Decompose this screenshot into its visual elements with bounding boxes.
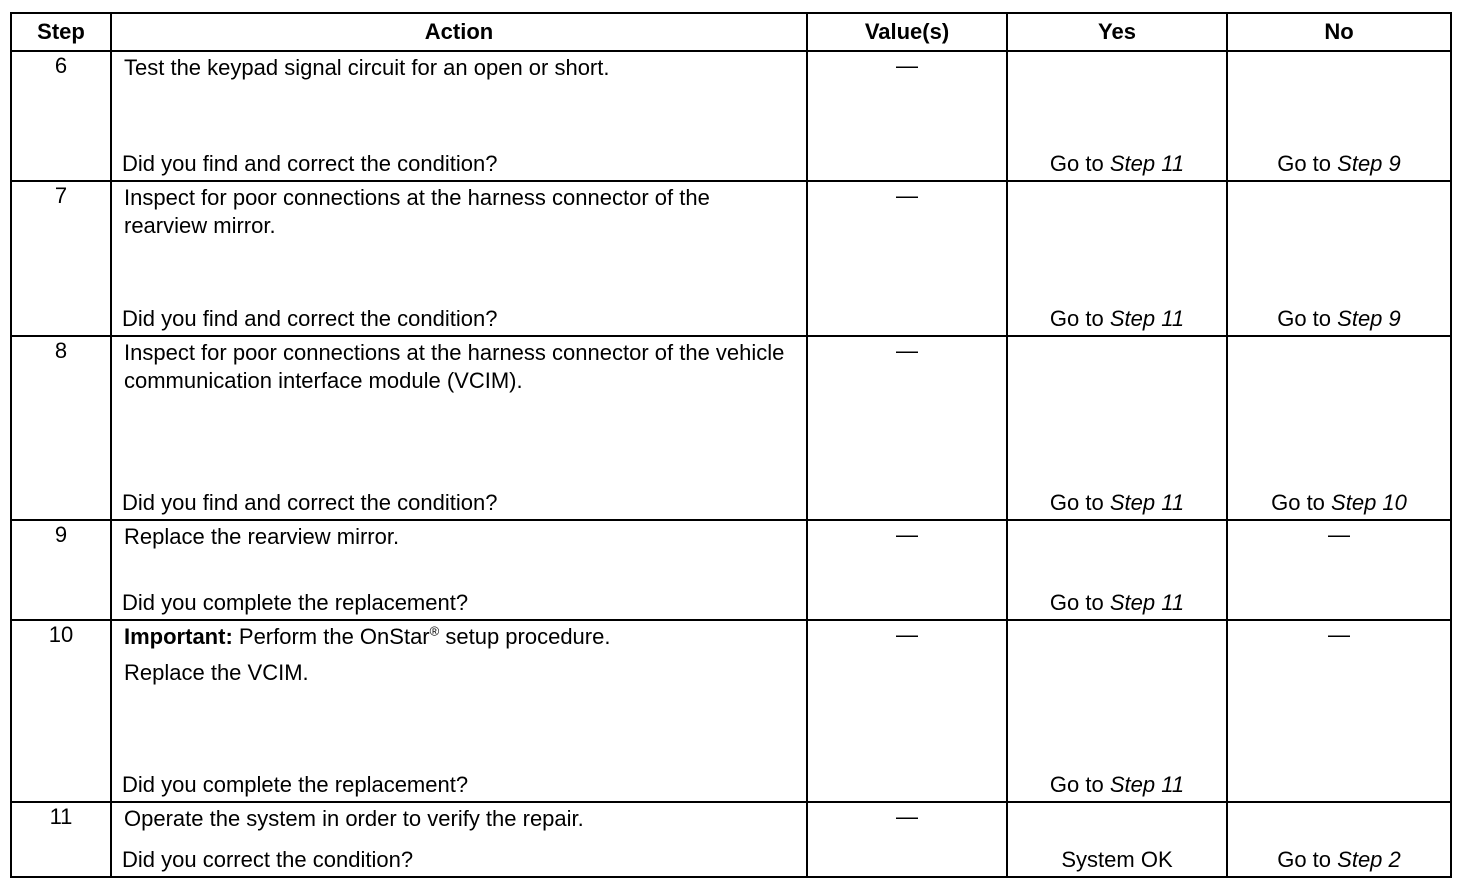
yes-prefix: Go to xyxy=(1049,772,1104,797)
action-question: Did you find and correct the condition? xyxy=(122,306,498,331)
step-number: 8 xyxy=(11,336,111,520)
action-cell xyxy=(111,336,807,520)
no-cell xyxy=(1227,181,1451,336)
header-action: Action xyxy=(111,13,807,51)
step-number: 10 xyxy=(11,620,111,802)
step-number: 11 xyxy=(11,802,111,877)
yes-cell xyxy=(1007,620,1227,802)
action-text: Test the keypad signal circuit for an open or short. xyxy=(124,55,610,80)
yes-cell xyxy=(1007,51,1227,181)
action-text: Replace the rearview mirror. xyxy=(124,524,400,549)
value-cell: — xyxy=(807,181,1007,336)
no-cell xyxy=(1227,802,1451,877)
action-question: Did you complete the replacement? xyxy=(122,772,469,797)
no-step-ref: Step 9 xyxy=(1337,306,1401,331)
action-cell xyxy=(111,620,807,802)
yes-cell xyxy=(1007,802,1227,877)
step-number: 7 xyxy=(11,181,111,336)
yes-cell xyxy=(1007,520,1227,620)
no-cell: — xyxy=(1227,620,1451,802)
table-row xyxy=(11,336,1451,520)
step-number: 6 xyxy=(11,51,111,181)
yes-cell xyxy=(1007,181,1227,336)
value-cell: — xyxy=(807,620,1007,802)
header-values: Value(s) xyxy=(807,13,1007,51)
important-text-post: setup procedure. xyxy=(445,624,611,649)
yes-step-ref: Step 11 xyxy=(1109,772,1185,797)
action-question: Did you complete the replacement? xyxy=(122,590,469,615)
action-text: Inspect for poor connections at the harness connector of the rearview mirror. xyxy=(124,185,710,238)
important-note xyxy=(124,623,796,651)
table-row xyxy=(11,51,1451,181)
no-step-ref: Step 2 xyxy=(1337,847,1401,872)
important-text-pre: Perform the OnStar xyxy=(238,624,430,649)
step-number: 9 xyxy=(11,520,111,620)
table-row xyxy=(11,520,1451,620)
yes-prefix: Go to xyxy=(1049,590,1104,615)
action-question: Did you find and correct the condition? xyxy=(122,490,498,515)
action-text: Operate the system in order to verify the repair. xyxy=(124,806,584,831)
table-header-row xyxy=(11,13,1451,51)
no-cell xyxy=(1227,336,1451,520)
value-cell: — xyxy=(807,520,1007,620)
yes-step-ref: Step 11 xyxy=(1109,306,1185,331)
no-step-ref: Step 9 xyxy=(1337,151,1401,176)
action-cell xyxy=(111,520,807,620)
header-step: Step xyxy=(11,13,111,51)
diagnostic-table xyxy=(10,12,1452,878)
important-label: Important: xyxy=(124,624,233,649)
action-cell xyxy=(111,51,807,181)
action-question: Did you correct the condition? xyxy=(122,847,414,872)
header-yes: Yes xyxy=(1007,13,1227,51)
table-row xyxy=(11,620,1451,802)
action-text: Replace the VCIM. xyxy=(124,660,309,685)
value-cell: — xyxy=(807,802,1007,877)
no-prefix: Go to xyxy=(1277,151,1332,176)
value-cell: — xyxy=(807,336,1007,520)
table-row xyxy=(11,181,1451,336)
action-cell xyxy=(111,802,807,877)
no-prefix: Go to xyxy=(1271,490,1325,515)
yes-step-ref: Step 11 xyxy=(1109,590,1185,615)
no-step-ref: Step 10 xyxy=(1331,490,1407,515)
yes-result-text: System OK xyxy=(1061,847,1173,872)
header-no: No xyxy=(1227,13,1451,51)
no-cell: — xyxy=(1227,520,1451,620)
yes-prefix: Go to xyxy=(1049,490,1104,515)
no-prefix: Go to xyxy=(1277,306,1332,331)
no-prefix: Go to xyxy=(1277,847,1332,872)
yes-prefix: Go to xyxy=(1049,306,1104,331)
action-text: Inspect for poor connections at the harness connector of the vehicle communication interface module (VCIM). xyxy=(124,340,785,393)
yes-step-ref: Step 11 xyxy=(1109,151,1185,176)
yes-step-ref: Step 11 xyxy=(1109,490,1185,515)
action-cell xyxy=(111,181,807,336)
yes-cell xyxy=(1007,336,1227,520)
table-row xyxy=(11,802,1451,877)
registered-mark: ® xyxy=(429,623,440,639)
action-question: Did you find and correct the condition? xyxy=(122,151,498,176)
yes-prefix: Go to xyxy=(1049,151,1104,176)
value-cell: — xyxy=(807,51,1007,181)
no-cell xyxy=(1227,51,1451,181)
